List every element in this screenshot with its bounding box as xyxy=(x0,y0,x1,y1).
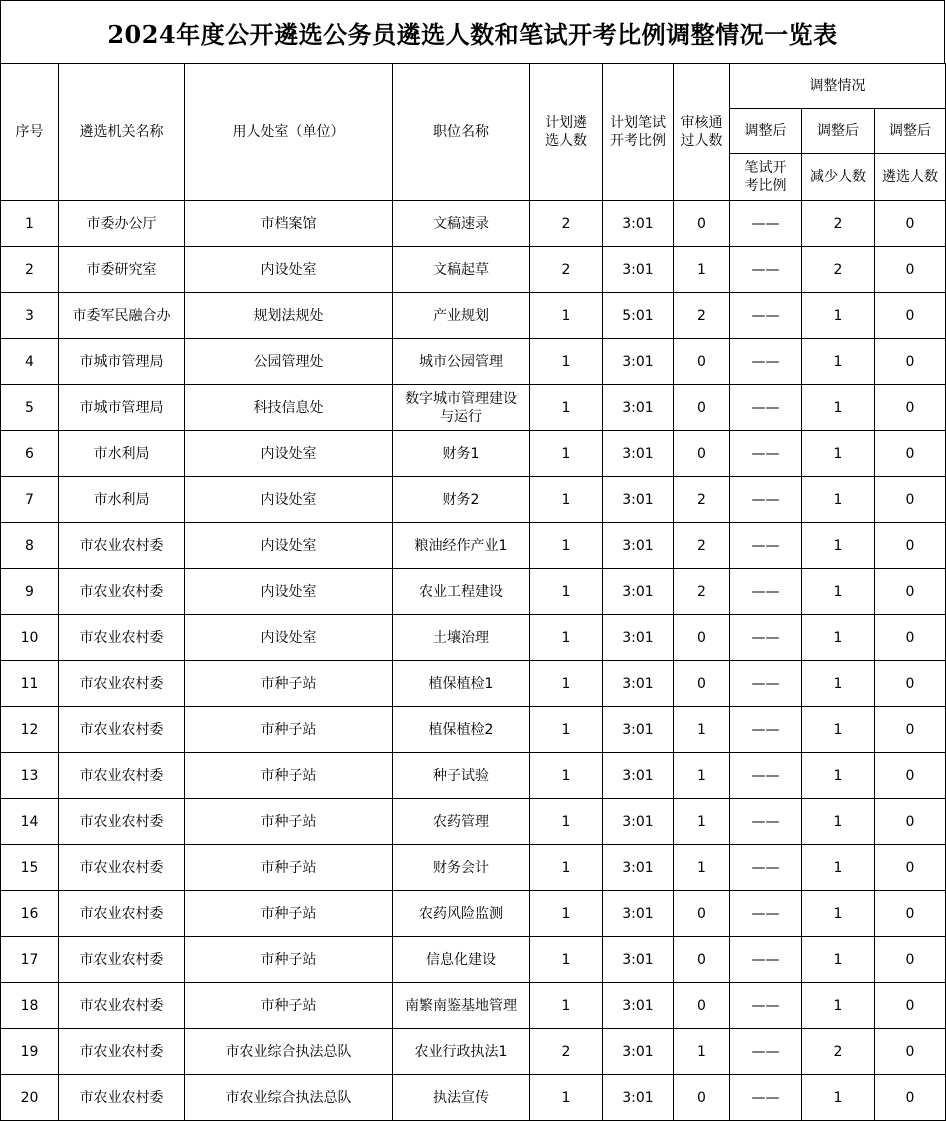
cell-plan-ratio: 3:01 xyxy=(603,661,674,707)
cell-agency: 市农业农村委 xyxy=(59,523,185,569)
cell-position-text: 产业规划 xyxy=(433,307,489,324)
cell-adjusted-ratio: —— xyxy=(730,339,802,385)
cell-adjusted-ratio: —— xyxy=(730,937,802,983)
cell-department: 内设处室 xyxy=(185,477,393,523)
cell-position xyxy=(393,385,530,431)
table-row xyxy=(1,707,946,753)
table-row xyxy=(1,661,946,707)
header-adj-ratio-bottom-text: 笔试开考比例 xyxy=(744,160,787,194)
cell-adjusted-ratio: —— xyxy=(730,569,802,615)
table-row xyxy=(1,845,946,891)
cell-plan-ratio: 3:01 xyxy=(603,983,674,1029)
cell-agency: 市农业农村委 xyxy=(59,891,185,937)
cell-reduced-count: 1 xyxy=(802,891,875,937)
cell-department: 市种子站 xyxy=(185,799,393,845)
cell-seq: 10 xyxy=(1,615,59,661)
cell-adjusted-ratio: —— xyxy=(730,707,802,753)
cell-adjusted-count: 0 xyxy=(875,661,946,707)
data-table xyxy=(0,63,946,1121)
cell-position-text: 农药管理 xyxy=(433,813,489,830)
cell-seq: 16 xyxy=(1,891,59,937)
header-department: 用人处室（单位） xyxy=(185,64,393,201)
cell-plan-count: 1 xyxy=(530,983,603,1029)
cell-adjusted-ratio: —— xyxy=(730,247,802,293)
cell-department: 市种子站 xyxy=(185,707,393,753)
cell-position-text: 城市公园管理 xyxy=(419,353,503,370)
cell-plan-ratio: 3:01 xyxy=(603,937,674,983)
cell-position xyxy=(393,1029,530,1075)
cell-seq: 14 xyxy=(1,799,59,845)
cell-agency: 市农业农村委 xyxy=(59,615,185,661)
cell-approved: 2 xyxy=(674,293,730,339)
cell-approved: 0 xyxy=(674,339,730,385)
cell-adjusted-count: 0 xyxy=(875,385,946,431)
cell-plan-ratio: 3:01 xyxy=(603,201,674,247)
cell-approved: 0 xyxy=(674,937,730,983)
cell-approved: 0 xyxy=(674,431,730,477)
cell-seq: 11 xyxy=(1,661,59,707)
title-bar xyxy=(0,0,945,63)
cell-adjusted-count: 0 xyxy=(875,431,946,477)
table-row xyxy=(1,201,946,247)
cell-department: 内设处室 xyxy=(185,569,393,615)
cell-reduced-count: 1 xyxy=(802,661,875,707)
cell-position-text: 植保植检1 xyxy=(428,675,494,692)
header-plan-count-text: 计划遴选人数 xyxy=(545,115,587,149)
cell-position xyxy=(393,753,530,799)
cell-department: 内设处室 xyxy=(185,431,393,477)
header-seq: 序号 xyxy=(1,64,59,201)
cell-seq: 1 xyxy=(1,201,59,247)
cell-department: 公园管理处 xyxy=(185,339,393,385)
cell-department: 市种子站 xyxy=(185,937,393,983)
cell-position xyxy=(393,477,530,523)
cell-adjusted-count: 0 xyxy=(875,201,946,247)
cell-agency: 市农业农村委 xyxy=(59,983,185,1029)
cell-reduced-count: 1 xyxy=(802,431,875,477)
cell-plan-count: 1 xyxy=(530,845,603,891)
table-row xyxy=(1,1075,946,1121)
cell-agency: 市农业农村委 xyxy=(59,1075,185,1121)
cell-department: 市种子站 xyxy=(185,753,393,799)
cell-adjusted-count: 0 xyxy=(875,1029,946,1075)
cell-plan-ratio: 3:01 xyxy=(603,753,674,799)
cell-plan-ratio: 3:01 xyxy=(603,707,674,753)
cell-plan-count: 1 xyxy=(530,891,603,937)
cell-approved: 0 xyxy=(674,661,730,707)
cell-reduced-count: 1 xyxy=(802,293,875,339)
header-plan-count xyxy=(530,64,603,201)
cell-position-text: 粮油经作产业1 xyxy=(414,537,508,554)
cell-plan-count: 1 xyxy=(530,569,603,615)
cell-adjusted-count: 0 xyxy=(875,845,946,891)
cell-position xyxy=(393,661,530,707)
table-row xyxy=(1,1029,946,1075)
cell-adjusted-ratio: —— xyxy=(730,1075,802,1121)
cell-plan-count: 1 xyxy=(530,753,603,799)
cell-plan-ratio: 3:01 xyxy=(603,569,674,615)
cell-reduced-count: 1 xyxy=(802,753,875,799)
cell-plan-ratio: 3:01 xyxy=(603,1075,674,1121)
cell-position xyxy=(393,891,530,937)
cell-position-text: 农药风险监测 xyxy=(419,905,503,922)
cell-position-text: 文稿速录 xyxy=(433,215,489,232)
cell-reduced-count: 1 xyxy=(802,799,875,845)
cell-agency: 市农业农村委 xyxy=(59,753,185,799)
cell-department: 市种子站 xyxy=(185,891,393,937)
cell-adjusted-ratio: —— xyxy=(730,293,802,339)
table-header xyxy=(1,64,946,201)
cell-adjusted-count: 0 xyxy=(875,753,946,799)
cell-seq: 3 xyxy=(1,293,59,339)
cell-reduced-count: 1 xyxy=(802,983,875,1029)
cell-adjusted-ratio: —— xyxy=(730,799,802,845)
cell-adjusted-ratio: —— xyxy=(730,845,802,891)
cell-plan-ratio: 3:01 xyxy=(603,339,674,385)
cell-adjusted-count: 0 xyxy=(875,339,946,385)
cell-seq: 8 xyxy=(1,523,59,569)
cell-adjusted-count: 0 xyxy=(875,799,946,845)
cell-seq: 20 xyxy=(1,1075,59,1121)
cell-approved: 1 xyxy=(674,753,730,799)
page-title: 2024年度公开遴选公务员遴选人数和笔试开考比例调整情况一览表 xyxy=(107,19,838,49)
header-plan-ratio xyxy=(603,64,674,201)
cell-approved: 0 xyxy=(674,983,730,1029)
cell-plan-count: 1 xyxy=(530,615,603,661)
header-adj-reduce-bottom: 减少人数 xyxy=(802,154,875,201)
table-row xyxy=(1,477,946,523)
cell-department: 规划法规处 xyxy=(185,293,393,339)
cell-adjusted-ratio: —— xyxy=(730,661,802,707)
cell-plan-count: 1 xyxy=(530,707,603,753)
cell-reduced-count: 2 xyxy=(802,201,875,247)
cell-plan-count: 2 xyxy=(530,201,603,247)
cell-seq: 4 xyxy=(1,339,59,385)
cell-adjusted-count: 0 xyxy=(875,891,946,937)
cell-approved: 0 xyxy=(674,615,730,661)
cell-adjusted-ratio: —— xyxy=(730,385,802,431)
cell-position xyxy=(393,845,530,891)
cell-approved: 0 xyxy=(674,385,730,431)
cell-plan-ratio: 3:01 xyxy=(603,891,674,937)
cell-position xyxy=(393,247,530,293)
cell-agency: 市城市管理局 xyxy=(59,385,185,431)
cell-position xyxy=(393,523,530,569)
cell-adjusted-count: 0 xyxy=(875,293,946,339)
cell-seq: 7 xyxy=(1,477,59,523)
cell-seq: 5 xyxy=(1,385,59,431)
cell-plan-count: 2 xyxy=(530,247,603,293)
cell-position xyxy=(393,707,530,753)
cell-adjusted-count: 0 xyxy=(875,477,946,523)
cell-approved: 2 xyxy=(674,477,730,523)
cell-plan-count: 1 xyxy=(530,293,603,339)
table-row xyxy=(1,937,946,983)
cell-position-text: 植保植检2 xyxy=(428,721,494,738)
cell-plan-ratio: 3:01 xyxy=(603,247,674,293)
cell-plan-ratio: 3:01 xyxy=(603,799,674,845)
cell-adjusted-ratio: —— xyxy=(730,201,802,247)
cell-seq: 13 xyxy=(1,753,59,799)
cell-agency: 市农业农村委 xyxy=(59,661,185,707)
cell-position xyxy=(393,431,530,477)
cell-agency: 市农业农村委 xyxy=(59,799,185,845)
cell-position xyxy=(393,293,530,339)
cell-plan-ratio: 3:01 xyxy=(603,431,674,477)
cell-approved: 1 xyxy=(674,1029,730,1075)
cell-position-text: 农业工程建设 xyxy=(419,583,503,600)
table-row xyxy=(1,385,946,431)
cell-plan-count: 1 xyxy=(530,661,603,707)
cell-seq: 15 xyxy=(1,845,59,891)
cell-plan-count: 1 xyxy=(530,937,603,983)
cell-seq: 12 xyxy=(1,707,59,753)
cell-reduced-count: 1 xyxy=(802,937,875,983)
cell-department: 市档案馆 xyxy=(185,201,393,247)
table-row xyxy=(1,615,946,661)
cell-position xyxy=(393,569,530,615)
cell-approved: 2 xyxy=(674,569,730,615)
cell-adjusted-count: 0 xyxy=(875,615,946,661)
table-row xyxy=(1,799,946,845)
cell-approved: 0 xyxy=(674,201,730,247)
cell-position xyxy=(393,615,530,661)
cell-reduced-count: 2 xyxy=(802,1029,875,1075)
cell-plan-ratio: 3:01 xyxy=(603,845,674,891)
cell-agency: 市农业农村委 xyxy=(59,1029,185,1075)
cell-position-text: 文稿起草 xyxy=(433,261,489,278)
cell-department: 市种子站 xyxy=(185,661,393,707)
cell-agency: 市水利局 xyxy=(59,431,185,477)
cell-seq: 2 xyxy=(1,247,59,293)
cell-agency: 市农业农村委 xyxy=(59,937,185,983)
cell-position-text: 土壤治理 xyxy=(433,629,489,646)
cell-seq: 9 xyxy=(1,569,59,615)
cell-department: 内设处室 xyxy=(185,523,393,569)
cell-plan-count: 1 xyxy=(530,1075,603,1121)
cell-department: 市农业综合执法总队 xyxy=(185,1075,393,1121)
cell-adjusted-ratio: —— xyxy=(730,523,802,569)
cell-agency: 市农业农村委 xyxy=(59,569,185,615)
cell-plan-ratio: 3:01 xyxy=(603,1029,674,1075)
cell-reduced-count: 2 xyxy=(802,247,875,293)
cell-position xyxy=(393,201,530,247)
cell-department: 市种子站 xyxy=(185,983,393,1029)
cell-agency: 市委军民融合办 xyxy=(59,293,185,339)
cell-reduced-count: 1 xyxy=(802,385,875,431)
cell-plan-ratio: 3:01 xyxy=(603,523,674,569)
header-adj-ratio-top: 调整后 xyxy=(730,109,802,154)
cell-adjusted-count: 0 xyxy=(875,1075,946,1121)
cell-approved: 1 xyxy=(674,845,730,891)
table-row xyxy=(1,753,946,799)
cell-reduced-count: 1 xyxy=(802,707,875,753)
header-plan-ratio-text: 计划笔试开考比例 xyxy=(610,115,666,149)
cell-agency: 市委研究室 xyxy=(59,247,185,293)
cell-approved: 0 xyxy=(674,891,730,937)
cell-reduced-count: 1 xyxy=(802,523,875,569)
cell-approved: 1 xyxy=(674,247,730,293)
cell-seq: 19 xyxy=(1,1029,59,1075)
cell-position-text: 财务2 xyxy=(442,491,480,508)
cell-position-text: 种子试验 xyxy=(433,767,489,784)
header-adj-ratio-bottom xyxy=(730,154,802,201)
cell-department: 内设处室 xyxy=(185,247,393,293)
cell-adjusted-ratio: —— xyxy=(730,431,802,477)
cell-approved: 1 xyxy=(674,707,730,753)
cell-adjusted-count: 0 xyxy=(875,983,946,1029)
table-row xyxy=(1,431,946,477)
cell-approved: 1 xyxy=(674,799,730,845)
header-adj-reduce-top: 调整后 xyxy=(802,109,875,154)
table-row xyxy=(1,339,946,385)
cell-department: 市种子站 xyxy=(185,845,393,891)
table-row xyxy=(1,569,946,615)
table-row xyxy=(1,523,946,569)
cell-reduced-count: 1 xyxy=(802,569,875,615)
cell-position-text: 执法宣传 xyxy=(433,1089,489,1106)
header-approved xyxy=(674,64,730,201)
cell-plan-count: 1 xyxy=(530,523,603,569)
cell-position xyxy=(393,937,530,983)
table-row xyxy=(1,891,946,937)
cell-plan-count: 1 xyxy=(530,431,603,477)
cell-adjusted-count: 0 xyxy=(875,707,946,753)
cell-seq: 6 xyxy=(1,431,59,477)
table-row xyxy=(1,293,946,339)
header-adjust-group: 调整情况 xyxy=(730,64,946,109)
header-adj-count-bottom: 遴选人数 xyxy=(875,154,946,201)
cell-reduced-count: 1 xyxy=(802,845,875,891)
cell-adjusted-ratio: —— xyxy=(730,891,802,937)
cell-reduced-count: 1 xyxy=(802,339,875,385)
cell-position-text: 农业行政执法1 xyxy=(414,1043,508,1060)
cell-plan-ratio: 3:01 xyxy=(603,385,674,431)
table-row xyxy=(1,983,946,1029)
cell-agency: 市农业农村委 xyxy=(59,845,185,891)
cell-adjusted-count: 0 xyxy=(875,569,946,615)
cell-department: 科技信息处 xyxy=(185,385,393,431)
cell-adjusted-ratio: —— xyxy=(730,983,802,1029)
cell-department: 内设处室 xyxy=(185,615,393,661)
cell-plan-count: 1 xyxy=(530,477,603,523)
cell-position xyxy=(393,339,530,385)
cell-reduced-count: 1 xyxy=(802,477,875,523)
cell-position-text: 南繁南鉴基地管理 xyxy=(405,997,517,1014)
cell-adjusted-count: 0 xyxy=(875,523,946,569)
cell-plan-count: 1 xyxy=(530,339,603,385)
cell-department: 市农业综合执法总队 xyxy=(185,1029,393,1075)
cell-plan-ratio: 3:01 xyxy=(603,615,674,661)
cell-adjusted-ratio: —— xyxy=(730,1029,802,1075)
cell-reduced-count: 1 xyxy=(802,615,875,661)
cell-adjusted-ratio: —— xyxy=(730,477,802,523)
header-adj-count-top: 调整后 xyxy=(875,109,946,154)
cell-position xyxy=(393,983,530,1029)
cell-agency: 市农业农村委 xyxy=(59,707,185,753)
cell-agency: 市委办公厅 xyxy=(59,201,185,247)
cell-seq: 18 xyxy=(1,983,59,1029)
cell-adjusted-ratio: —— xyxy=(730,615,802,661)
cell-agency: 市水利局 xyxy=(59,477,185,523)
cell-plan-count: 1 xyxy=(530,799,603,845)
cell-position-text: 数字城市管理建设与运行 xyxy=(405,390,517,425)
cell-seq: 17 xyxy=(1,937,59,983)
cell-adjusted-count: 0 xyxy=(875,937,946,983)
cell-plan-count: 2 xyxy=(530,1029,603,1075)
cell-position-text: 信息化建设 xyxy=(426,951,496,968)
cell-position-text: 财务1 xyxy=(442,445,480,462)
cell-adjusted-ratio: —— xyxy=(730,753,802,799)
cell-reduced-count: 1 xyxy=(802,1075,875,1121)
header-position: 职位名称 xyxy=(393,64,530,201)
cell-plan-ratio: 5:01 xyxy=(603,293,674,339)
cell-plan-ratio: 3:01 xyxy=(603,477,674,523)
table-row xyxy=(1,247,946,293)
cell-position xyxy=(393,799,530,845)
cell-agency: 市城市管理局 xyxy=(59,339,185,385)
cell-approved: 0 xyxy=(674,1075,730,1121)
cell-adjusted-count: 0 xyxy=(875,247,946,293)
table-body xyxy=(1,201,946,1121)
cell-position-text: 财务会计 xyxy=(433,859,489,876)
header-agency: 遴选机关名称 xyxy=(59,64,185,201)
header-approved-text: 审核通过人数 xyxy=(680,115,723,149)
cell-approved: 2 xyxy=(674,523,730,569)
cell-position xyxy=(393,1075,530,1121)
cell-plan-count: 1 xyxy=(530,385,603,431)
